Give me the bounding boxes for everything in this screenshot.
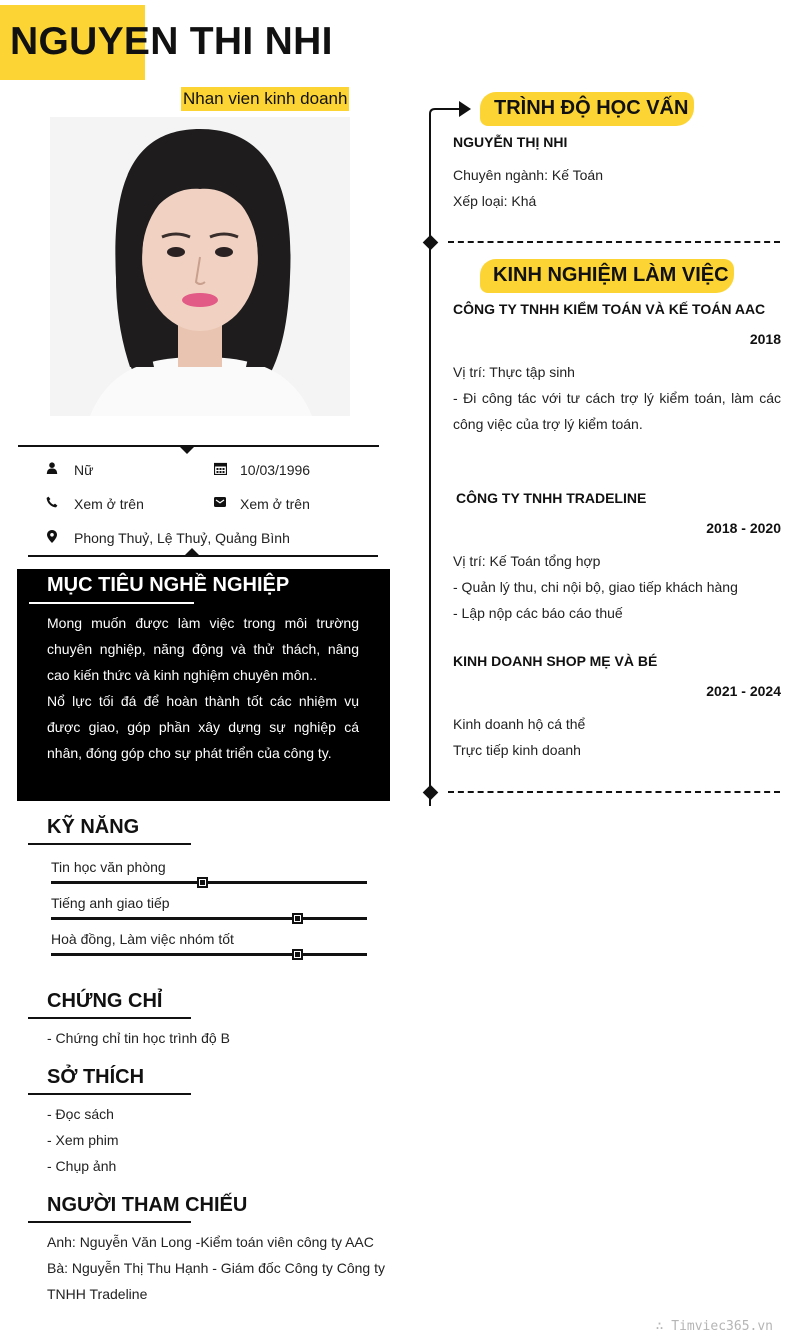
job-years: 2021 - 2024 bbox=[706, 683, 781, 699]
watermark-text: Timviec365.vn bbox=[671, 1319, 773, 1334]
job-company: CÔNG TY TNHH TRADELINE bbox=[456, 490, 647, 506]
reference-line: Bà: Nguyễn Thị Thu Hạnh - Giám đốc Công ty Công ty bbox=[47, 1260, 385, 1276]
objective-paragraph-1: Mong muốn được làm việc trong môi trường chuyên nghiệp, năng động và thử thách, nâng cao kiến thức và kinh nghiệm chuyên môn.. bbox=[47, 615, 359, 683]
job-description: - Đi công tác với tư cách trợ lý kiểm toán, làm các công việc của trợ lý kiểm toán. bbox=[453, 390, 781, 432]
watermark bbox=[656, 1319, 773, 1334]
timeline-marker bbox=[423, 785, 439, 801]
objective-paragraph-2: Nổ lực tối đá để hoàn thành tốt các nhiệm vụ được giao, góp phần xây dựng sự nghiệp cá nhân, đóng góp cho sự phát triển của công ty. bbox=[47, 693, 359, 761]
references-title: NGƯỜI THAM CHIẾU bbox=[47, 1194, 248, 1216]
job-company: CÔNG TY TNHH KIỂM TOÁN VÀ KẾ TOÁN AAC bbox=[453, 301, 766, 317]
job-task: Kinh doanh hộ cá thể bbox=[453, 716, 586, 732]
skills-underline bbox=[28, 843, 191, 845]
hobbies-title: SỞ THÍCH bbox=[47, 1066, 145, 1088]
hobby-item: - Đọc sách bbox=[47, 1106, 114, 1122]
education-major: Chuyên ngành: Kế Toán bbox=[453, 167, 603, 183]
references-underline bbox=[28, 1221, 191, 1223]
certificates-title: CHỨNG CHỈ bbox=[47, 990, 163, 1012]
skill-level-knob[interactable] bbox=[292, 949, 303, 960]
skill-label: Tiếng anh giao tiếp bbox=[51, 895, 170, 911]
skill-label: Tin học văn phòng bbox=[51, 859, 166, 875]
skill-level-knob[interactable] bbox=[292, 913, 303, 924]
job-company: KINH DOANH SHOP MẸ VÀ BÉ bbox=[453, 653, 658, 669]
job-task: - Lập nộp các báo cáo thuế bbox=[453, 605, 623, 621]
candidate-name: NGUYEN THI NHI bbox=[10, 20, 333, 63]
education-rank: Xếp loại: Khá bbox=[453, 193, 537, 209]
gender-icon bbox=[45, 461, 59, 475]
timeline-arrow-icon bbox=[429, 100, 473, 125]
hobby-item: - Chụp ảnh bbox=[47, 1158, 117, 1174]
calendar-icon bbox=[213, 461, 227, 475]
info-top-arrow bbox=[179, 446, 195, 454]
timeline-marker bbox=[423, 235, 439, 251]
job-position: Vị trí: Kế Toán tổng hợp bbox=[453, 553, 601, 569]
skills-title: KỸ NĂNG bbox=[47, 816, 140, 838]
education-title: TRÌNH ĐỘ HỌC VẤN bbox=[494, 97, 689, 119]
hobbies-underline bbox=[28, 1093, 191, 1095]
phone-value: Xem ở trên bbox=[74, 496, 144, 512]
experience-title: KINH NGHIỆM LÀM VIỆC bbox=[493, 264, 729, 286]
certificate-item: - Chứng chỉ tin học trình độ B bbox=[47, 1030, 230, 1046]
job-task: - Quản lý thu, chi nội bộ, giao tiếp khách hàng bbox=[453, 579, 738, 595]
objective-underline bbox=[29, 602, 194, 604]
email-icon bbox=[213, 495, 227, 509]
info-bottom-line bbox=[28, 555, 378, 557]
job-years: 2018 bbox=[749, 331, 781, 347]
timeline-line bbox=[429, 118, 431, 806]
job-years: 2018 - 2020 bbox=[706, 520, 781, 536]
objective-title: MỤC TIÊU NGHỀ NGHIỆP bbox=[47, 574, 290, 596]
section-divider bbox=[448, 791, 780, 793]
phone-icon bbox=[45, 495, 59, 509]
education-name: NGUYỄN THỊ NHI bbox=[453, 134, 568, 150]
job-position: Vị trí: Thực tập sinh bbox=[453, 364, 575, 380]
hobby-item: - Xem phim bbox=[47, 1132, 119, 1148]
reference-line: TNHH Tradeline bbox=[47, 1286, 148, 1302]
skill-level-knob[interactable] bbox=[197, 877, 208, 888]
job-title: Nhan vien kinh doanh bbox=[181, 87, 349, 111]
email-value: Xem ở trên bbox=[240, 496, 310, 512]
skill-track bbox=[51, 953, 367, 956]
skill-label: Hoà đồng, Làm việc nhóm tốt bbox=[51, 931, 234, 947]
objective-text bbox=[47, 610, 359, 766]
location-icon bbox=[45, 529, 59, 543]
skill-track bbox=[51, 917, 367, 920]
watermark-icon: ∴ bbox=[655, 1319, 672, 1334]
address-value: Phong Thuỷ, Lệ Thuỷ, Quảng Bình bbox=[74, 530, 290, 546]
birthday-value: 10/03/1996 bbox=[240, 462, 311, 478]
job-task: Trực tiếp kinh doanh bbox=[453, 742, 581, 758]
skill-track bbox=[51, 881, 367, 884]
info-top-line bbox=[18, 445, 379, 447]
certificates-underline bbox=[28, 1017, 191, 1019]
gender-value: Nữ bbox=[74, 462, 94, 478]
reference-line: Anh: Nguyễn Văn Long -Kiểm toán viên công ty AAC bbox=[47, 1234, 374, 1250]
section-divider bbox=[448, 241, 780, 243]
profile-photo bbox=[50, 117, 350, 416]
